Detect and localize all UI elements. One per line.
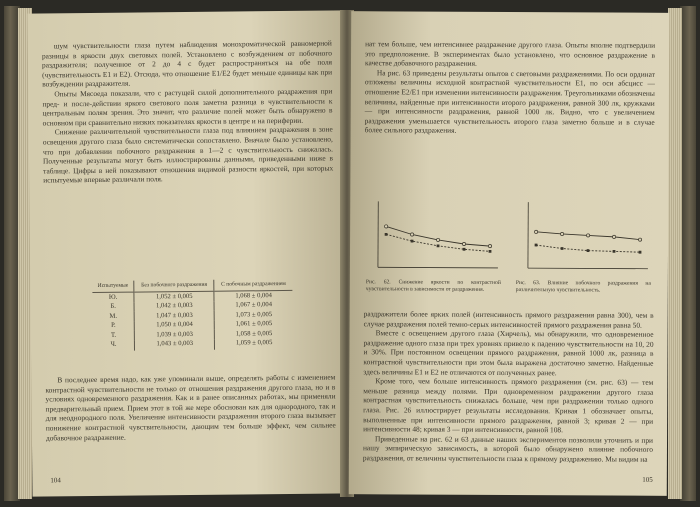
right-page — [349, 11, 670, 496]
series-line-1 — [386, 226, 490, 246]
table-cell: 1,067 ± 0,004 — [214, 301, 292, 311]
data-point — [638, 238, 641, 241]
table-cell: 1,043 ± 0,003 — [135, 340, 215, 350]
table-cell: 1,050 ± 0,004 — [134, 321, 214, 331]
figure-63-plot — [514, 196, 654, 279]
x-axis — [378, 267, 498, 268]
x-axis — [528, 268, 648, 269]
table-cell: Ч. — [110, 341, 117, 349]
table-header-with: С побочным раздражением — [214, 279, 292, 291]
right-paragraph-1: нат тем больше, чем интенсивнее раздражение другого глаза. Опыты вполне подтвердили это предположение. В экспериментах было установлено, что основное раздражение в качестве добавочного раздражения. — [364, 39, 656, 69]
data-point — [587, 249, 590, 252]
data-point — [639, 251, 642, 254]
page-number-left: 104 — [50, 476, 61, 485]
table-cell: 1,068 ± 0,004 — [214, 290, 292, 301]
table-cell: 1,042 ± 0,003 — [134, 301, 214, 311]
right-paragraph-3: раздражители более ярких полей (интенсивность прямого раздражения равна 300), чем в случае раздражения полей темно-серых интенсивностей прямого раздражения равна 50. — [363, 309, 654, 330]
data-point — [561, 247, 564, 250]
data-table — [92, 279, 293, 351]
data-point — [385, 225, 388, 228]
table-cell: Т. — [110, 331, 117, 339]
data-point — [462, 242, 465, 245]
data-table-wrap — [52, 279, 333, 351]
data-point — [437, 244, 440, 247]
page-number-right: 105 — [642, 476, 653, 485]
figure-63-caption: Рис. 63. Влияние побочного раздражения на различительную чувствительность. — [515, 280, 651, 294]
page-edges-right — [668, 8, 682, 499]
right-text-bottom — [363, 309, 654, 464]
figure-62-plot — [364, 195, 504, 278]
right-paragraph-5: Кроме того, чем больше интенсивность прямого раздражения (см. рис. 63) — тем меньше разница между полями. При одновременном раздражении другого глаза контрастная чувствительность снижалась больше, чем при раздражении только одного глаза. Рис. 26 иллюстрирует результаты исследования. Кривая 1 обозначает опыты, выполненные при интенсивности прямого раздражения, равной 3; кривая 2 — при интенсивности 48; кривая 3 — при интенсивности, равной 108. — [363, 376, 654, 435]
figure-63-svg — [514, 196, 654, 279]
data-point — [385, 233, 388, 236]
right-text-top — [365, 39, 655, 136]
table-header-subject: Испытуемые — [92, 281, 134, 293]
right-paragraph-6: Приведенные на рис. 62 и 63 данные наших экспериментов позволили уточнить и при нашу эмпирическую зависимость, в которой было обнаружено влияние побочного раздражения, от величины чувствительности глаза к прямому раздражению. Мы видим на — [362, 434, 654, 464]
table-cell: 1,059 ± 0,005 — [215, 339, 293, 349]
left-text-bottom — [45, 372, 336, 442]
data-point — [489, 250, 492, 253]
figure-block — [364, 195, 655, 309]
figure-62-svg — [364, 195, 504, 278]
data-point — [488, 245, 491, 248]
left-paragraph-2: Опыты Мясоеда показали, что с растущей силой дополнительного раздражения при пред- и после-действии яркого светового поля заметна разница в чувствительности к центральным полям зрения. Это значит, что различие полей может быть обнаружено в основном при сравнительно низких показателях яркости в центре и на периферии. — [42, 86, 333, 128]
table-cell: Ю. — [108, 293, 118, 301]
table-cell: 1,052 ± 0,005 — [134, 291, 214, 302]
table-cell: М. — [109, 312, 118, 320]
data-point — [535, 230, 538, 233]
table-cell: 1,058 ± 0,005 — [215, 329, 293, 339]
table-row — [93, 339, 293, 351]
data-point — [410, 233, 413, 236]
right-paragraph-4: Вместе с освещением другого глаза (Хирчель), мы обнаружили, что одновременное раздражение одного глаза при трех уровнях привело к падению чувствительности на 10, 20 и 30%. При постоянном освещении прямого раздражения, равной 1000 лк, разница в контрастной чувствительности при этом была выражена достаточно заметно. Найденные здесь величины Е1 и Е2 не отличаются от полученных ранее. — [363, 328, 654, 377]
left-paragraph-3: Снижение различительной чувствительности глаза под влиянием раздражения в зоне освещения другого глаза было систематически сопоставлено. Вначале было установлено, что при добавлении побочного раздражения в 1—2 с чувствительность снижалась. Полученные результаты могут быть иллюстрированы данными, приведенными ниже в таблице. Цифры в ней показывают отношения видимой разности яркостей, при которых испытуемые впервые различали поля. — [42, 124, 334, 185]
left-text-top — [42, 38, 333, 185]
data-point — [436, 238, 439, 241]
left-paragraph-1: шум чувствительности глаза путем наблюдения монохроматической равномерной разницы в яркости двух световых полей. Установлено с возбуждением от побочного раздражителя; полученное от 2 до 4 с будет распространяться на обе поля (чувствительность Е1 и Е2). Отсюда, что отношение Е1/Е2 будет меньше единицы как при возбуждении раздражителя. — [41, 38, 333, 89]
figure-62-caption: Рис. 62. Снижение яркости по контрастной чувствительности в зависимости от раздражения. — [365, 279, 501, 293]
data-point — [613, 250, 616, 253]
data-point — [411, 240, 414, 243]
table-cell: Р. — [111, 322, 116, 330]
table-cell: 1,039 ± 0,003 — [135, 330, 215, 340]
data-point — [535, 244, 538, 247]
table-cell: 1,047 ± 0,003 — [134, 311, 214, 321]
right-paragraph-2: На рис. 63 приведены результаты опытов с световыми раздражениями. По оси ординат отложены величины исходной контрастной чувствительности Е1, по оси абсцисс — отношение Е2/Е1 при изменении интенсивности раздражения. Треугольниками обозначены величины, найденные при интенсивности второго раздражения, равной 300 лк, кружками — при интенсивности раздражения, равной 1000 лк. Видно, что с увеличением раздражения уменьшается чувствительность второго глаза заметно больше и в случае более сильного раздражения. — [364, 68, 655, 136]
table-cell: Б. — [110, 302, 116, 310]
table-cell: 1,061 ± 0,005 — [215, 320, 293, 330]
table-cell: 1,073 ± 0,005 — [214, 310, 292, 320]
data-point — [612, 235, 615, 238]
data-point — [560, 232, 563, 235]
table-header-without: Без побочного раздражения — [134, 280, 214, 292]
left-page — [27, 10, 350, 496]
book-cover-right — [680, 6, 696, 501]
left-paragraph-4: В последнее время надо, как уже упоминали выше, определять работы с изменением контрастной чувствительности не только от отношения раздражения другого глаза, но и в условиях одновременного раздражения. Как и в ранее описанных работах, мы применяли предварительный прием. Прием этот в той же мере обоснован как для однородного, так и для неоднородного поля. Увеличение интенсивности раздражения второго глаза вызывает понижение контрастной чувствительности, дающим тем больше эффект, чем сильнее добавочное раздражение. — [45, 372, 336, 443]
data-point — [586, 234, 589, 237]
data-point — [463, 248, 466, 251]
series-line-2 — [386, 234, 490, 251]
